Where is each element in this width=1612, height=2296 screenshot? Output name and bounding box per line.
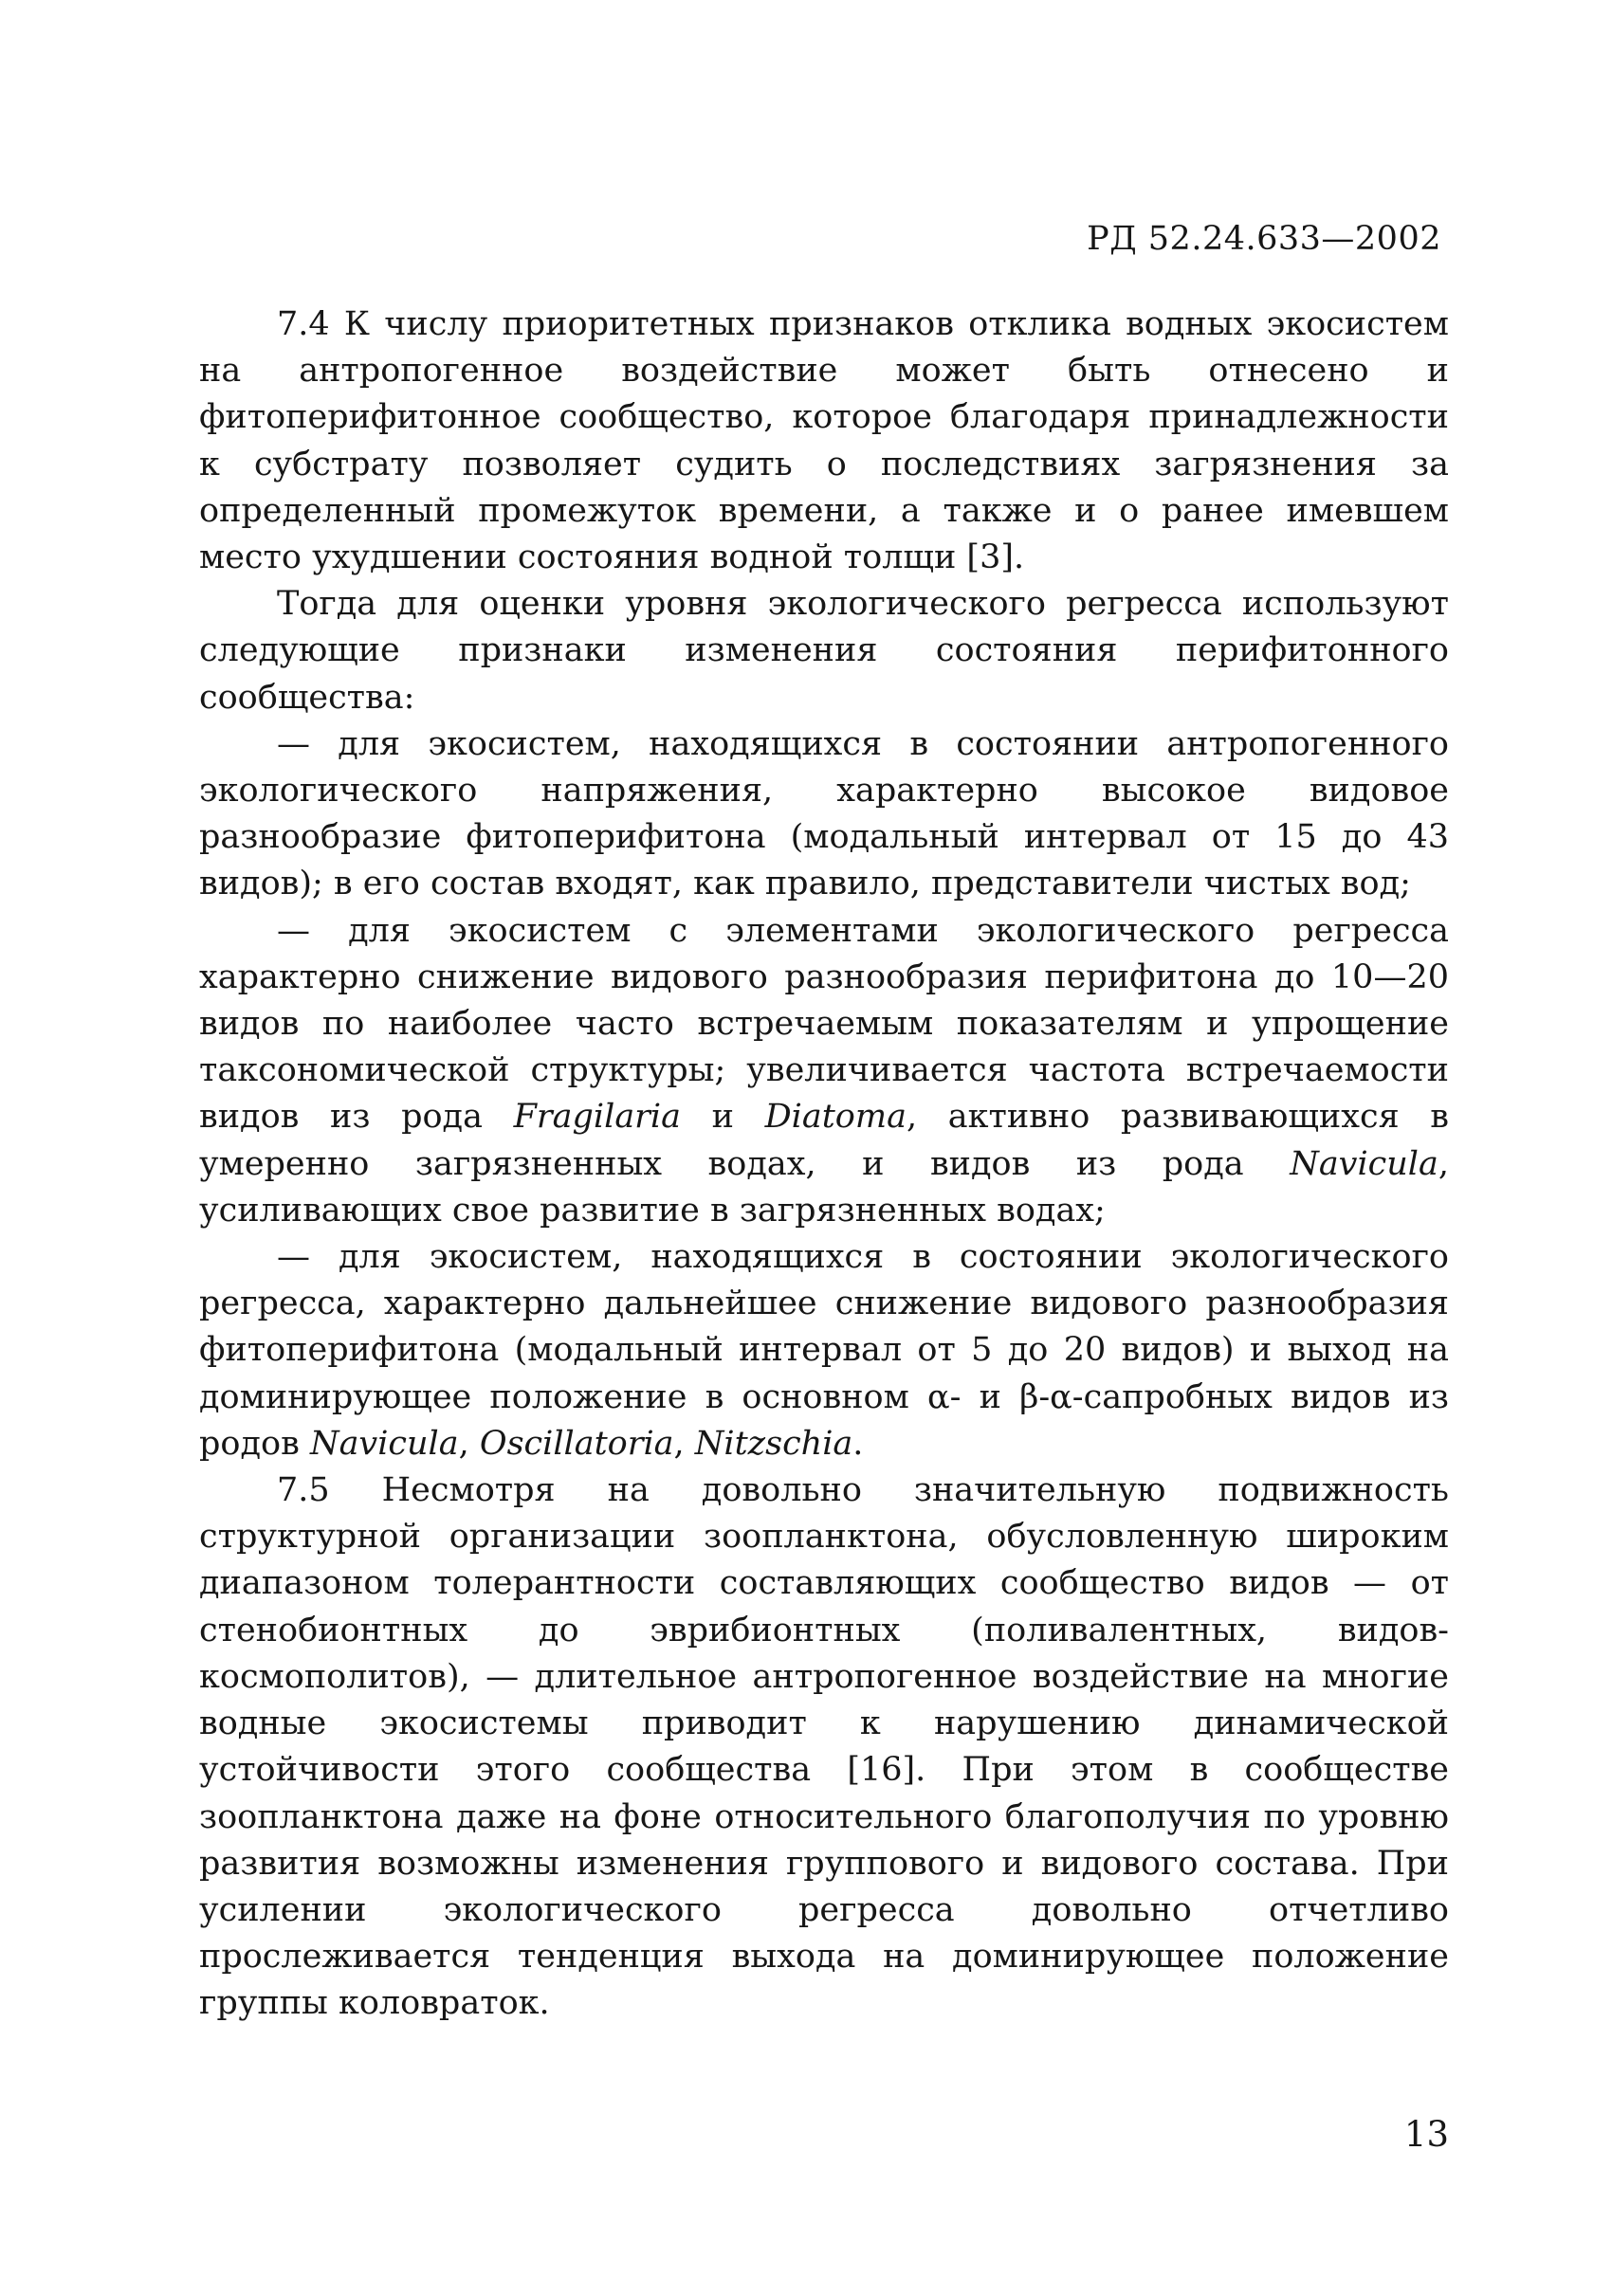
text-fragment: — для экосистем, находящихся в состоянии экологического регресса, характерно дальнейшее снижение видового разнообразия фитоперифитона (модальный интервал от 5 до 20 видов) и выход на доминирующее положение в основном α- и β-α-сапробных видов из родов [199, 1238, 1449, 1463]
paragraph-regress-signs: Тогда для оценки уровня экологического регресса используют следующие признаки изменения состояния перифитонного сообщества: [199, 585, 1449, 717]
list-item-stress: — для экосистем, находящихся в состоянии антропогенного экологического напряжения, характерно высокое видовое разнообразие фитоперифитона (модальный интервал от 15 до 43 видов); в его состав входят, как правило, представители чистых вод; [199, 724, 1449, 903]
main-text [199, 301, 1449, 2028]
text-fragment: , активно развивающихся в умеренно загрязненных водах, и видов из рода [199, 1098, 1450, 1183]
genus-name: Diatoma [764, 1098, 907, 1137]
page-number: 13 [1403, 2114, 1449, 2155]
document-code: РД 52.24.633—2002 [1087, 220, 1441, 258]
genus-name: Navicula [1290, 1144, 1438, 1183]
text-fragment: , [673, 1424, 695, 1463]
list-item-regress [199, 1234, 1449, 1467]
paragraph-7-5: 7.5 Несмотря на довольно значительную подвижность структурной организации зоопланктона, обусловленную широким диапазоном толерантности составляющих сообщество видов — от стенобионтных до эврибионтных (поливалентных, видов-космополитов), — длительное антропогенное воздействие на многие водные экосистемы приводит к нарушению динамической устойчивости этого сообщества [16]. При этом в сообществе зоопланктона даже на фоне относительного благополучия по уровню развития возможны изменения группового и видового состава. При усилении экологического регресса довольно отчетливо прослеживается тенденция выхода на доминирующее положение группы коловраток. [199, 1471, 1449, 2023]
list-item-regress-elements [199, 908, 1449, 1234]
text-fragment: , усиливающих свое развитие в загрязненных водах; [199, 1144, 1449, 1230]
genus-name: Navicula [309, 1424, 459, 1463]
genus-name: Oscillatoria [479, 1424, 674, 1463]
paragraph-7-4: 7.4 К числу приоритетных признаков отклика водных экосистем на антропогенное воздействие может быть отнесено и фитоперифитонное сообщество, которое благодаря принадлежности к субстрату позволяет судить о последствиях загрязнения за определенный промежуток времени, а также и о ранее имевшем место ухудшении состояния водной толщи [3]. [199, 305, 1449, 577]
text-fragment: — для экосистем с элементами экологического регресса характерно снижение видового разнообразия перифитона до 10—20 видов по наиболее часто встречаемым показателям и упрощение таксономической структуры; увеличивается частота встречаемости видов из рода [199, 911, 1449, 1137]
text-fragment: и [680, 1098, 765, 1137]
text-fragment: . [852, 1424, 864, 1463]
genus-name: Nitzschia [694, 1424, 853, 1463]
text-fragment: , [458, 1424, 480, 1463]
genus-name: Fragilaria [513, 1098, 681, 1137]
